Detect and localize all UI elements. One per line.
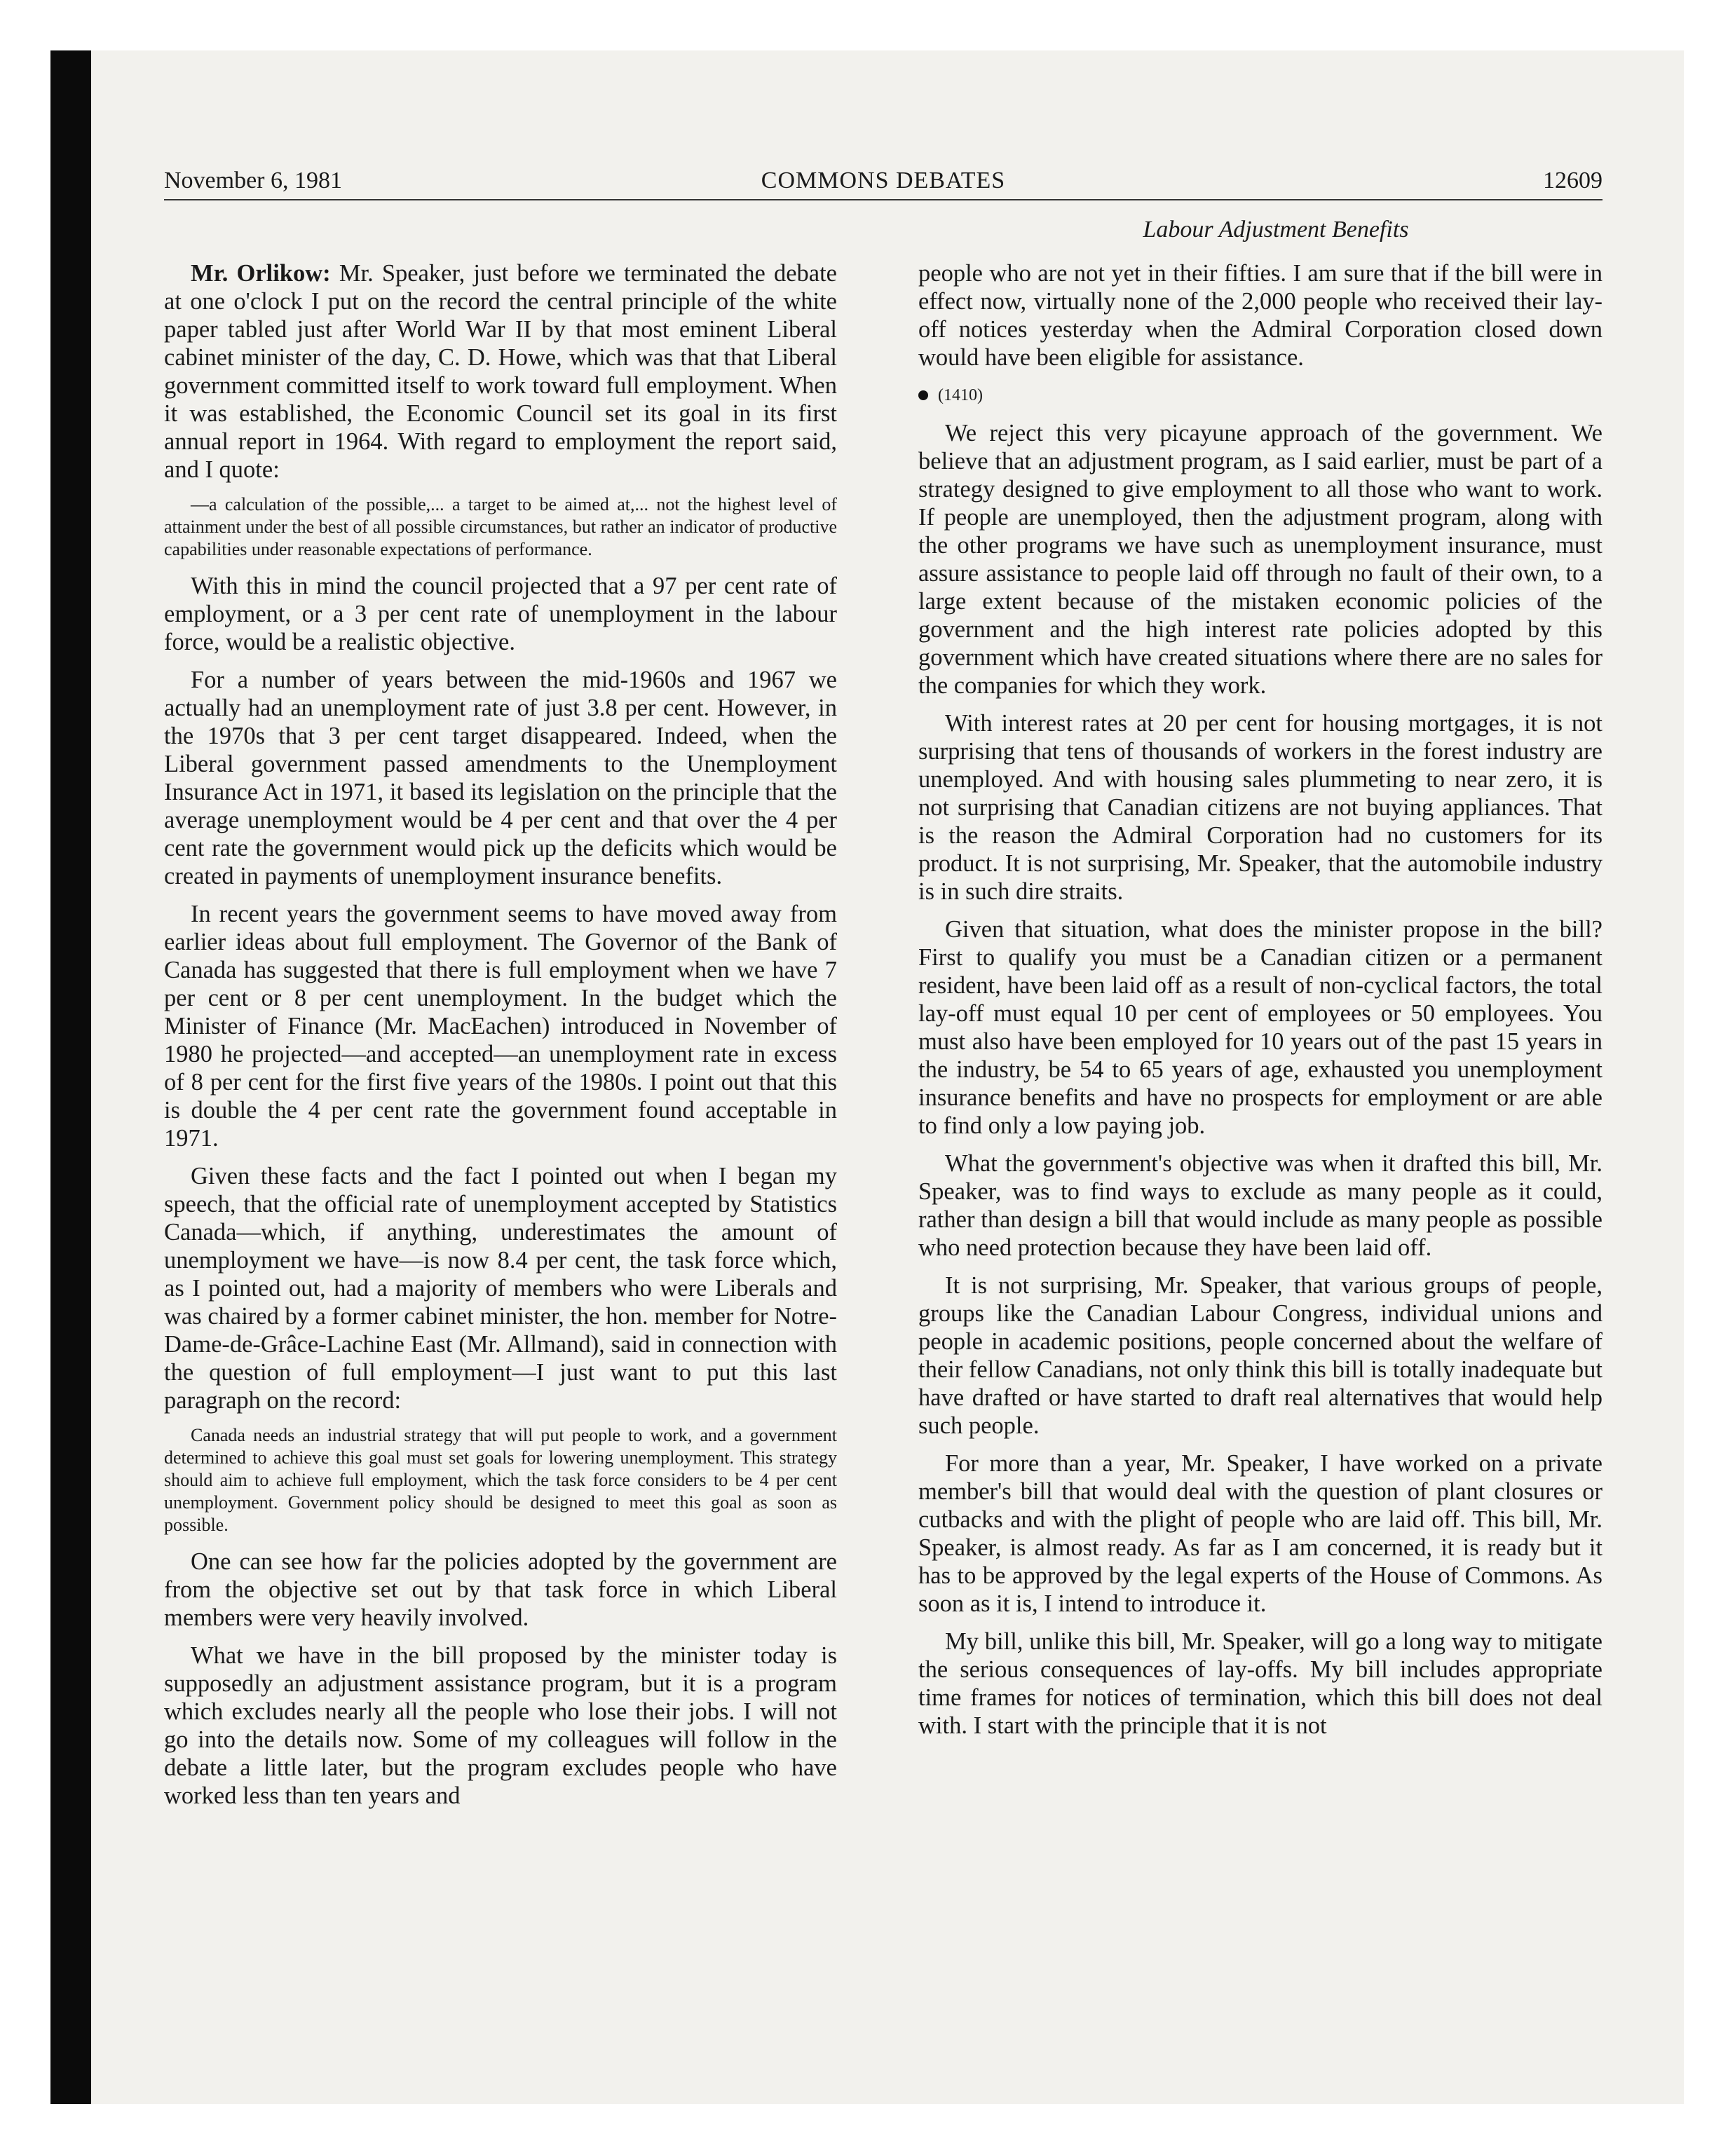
left-column	[164, 259, 837, 1820]
paragraph	[164, 259, 837, 484]
paragraph: It is not surprising, Mr. Speaker, that various groups of people, groups like the Canadian Labour Congress, individual unions and people in academic positions, people concerned about the welfare of their fellow Canadians, not only think this bill is totally inadequate but have drafted or have started to draft real alternatives that would help such people.	[918, 1272, 1603, 1439]
right-column	[918, 259, 1603, 1749]
header-date: November 6, 1981	[164, 168, 343, 193]
page-header	[164, 163, 1603, 200]
bullet-icon	[918, 390, 928, 400]
time-marker-text: (1410)	[938, 386, 983, 404]
block-quote: Canada needs an industrial strategy that will put people to work, and a government determined to achieve this goal must set goals for lowering unemployment. This strategy should aim to achieve full employment, which the task force considers to be 4 per cent unemployment. Government policy should be designed to meet this goal as soon as possible.	[164, 1425, 837, 1535]
paragraph: One can see how far the policies adopted by the government are from the objective set out by that task force in which Liberal members were very heavily involved.	[164, 1548, 837, 1631]
block-quote: —a calculation of the possible,... a target to be aimed at,... not the highest level of attainment under the best of all possible circumstances, but rather an indicator of productive capabilities under reasonable expectations of performance.	[164, 494, 837, 559]
paragraph: With this in mind the council projected that a 97 per cent rate of employment, or a 3 per cent rate of unemployment in the labour force, would be a realistic objective.	[164, 573, 837, 655]
paragraph: My bill, unlike this bill, Mr. Speaker, will go a long way to mitigate the serious consequences of lay-offs. My bill includes appropriate time frames for notices of termination, which this bill does not deal with. I start with the principle that it is not	[918, 1628, 1603, 1739]
header-publication: COMMONS DEBATES	[761, 168, 1006, 193]
binding-edge	[50, 50, 91, 2104]
paragraph: What we have in the bill proposed by the minister today is supposedly an adjustment assistance program, but it is a program which excludes nearly all the people who lose their jobs. I will not go into the details now. Some of my colleagues will follow in the debate a little later, but the program excludes people who have worked less than ten years and	[164, 1642, 837, 1809]
time-marker	[918, 381, 1603, 409]
paragraph: For a number of years between the mid-1960s and 1967 we actually had an unemployment rate of just 3.8 per cent. However, in the 1970s that 3 per cent target disappeared. Indeed, when the Liberal government passed amendments to the Unemployment Insurance Act in 1971, it based its legislation on the principle that the average unemployment would be 4 per cent and that over the 4 per cent rate the government would pick up the deficits which would be created in payments of unemployment insurance benefits.	[164, 667, 837, 889]
running-head: Labour Adjustment Benefits	[1143, 217, 1409, 243]
header-page-number: 12609	[1543, 168, 1603, 193]
scanned-page	[50, 50, 1684, 2104]
paragraph: In recent years the government seems to have moved away from earlier ideas about full employment. The Governor of the Bank of Canada has suggested that there is full employment when we have 7 per cent or 8 per cent unemployment. In the budget which the Minister of Finance (Mr. MacEachen) introduced in November of 1980 he projected—and accepted—an unemployment rate in excess of 8 per cent for the first five years of the 1980s. I point out that this is double the 4 per cent rate the government found acceptable in 1971.	[164, 901, 837, 1152]
speaker-name: Mr. Orlikow:	[191, 260, 331, 287]
paragraph: For more than a year, Mr. Speaker, I have worked on a private member's bill that would deal with the question of plant closures or cutbacks and with the plight of people who are laid off. This bill, Mr. Speaker, is almost ready. As far as I am concerned, it is ready but it has to be approved by the legal experts of the House of Commons. As soon as it is, I intend to introduce it.	[918, 1450, 1603, 1617]
paragraph-text: Mr. Speaker, just before we terminated the debate at one o'clock I put on the record the central principle of the white paper tabled just after World War II by that most eminent Liberal cabinet minister of the day, C. D. Howe, which was that that Liberal government committed itself to work toward full employment. When it was established, the Economic Council set its goal in its first annual report in 1964. With regard to employment the report said, and I quote:	[164, 260, 837, 483]
paragraph: Given these facts and the fact I pointed out when I began my speech, that the official rate of unemployment accepted by Statistics Canada—which, if anything, underestimates the amount of unemployment we have—is now 8.4 per cent, the task force which, as I pointed out, had a majority of members who were Liberals and was chaired by a former cabinet minister, the hon. member for Notre-Dame-de-Grâce-Lachine East (Mr. Allmand), said in connection with the question of full employment—I just want to put this last paragraph on the record:	[164, 1163, 837, 1414]
paragraph: What the government's objective was when it drafted this bill, Mr. Speaker, was to find ways to exclude as many people as it could, rather than design a bill that would include as many people as possible who need protection because they have been laid off.	[918, 1150, 1603, 1261]
paragraph: people who are not yet in their fifties. I am sure that if the bill were in effect now, virtually none of the 2,000 people who received their lay-off notices yesterday when the Admiral Corporation closed down would have been eligible for assistance.	[918, 260, 1603, 371]
paragraph: We reject this very picayune approach of the government. We believe that an adjustment program, as I said earlier, must be part of a strategy designed to give employment to all those who want to work. If people are unemployed, then the adjustment program, along with the other programs we have such as unemployment insurance, must assure assistance to people laid off through no fault of their own, to a large extent because of the mistaken economic policies of the government and the high interest rate policies adopted by this government which have created situations where there are no sales for the companies for which they work.	[918, 420, 1603, 699]
paragraph: Given that situation, what does the minister propose in the bill? First to qualify you must be a Canadian citizen or a permanent resident, have been laid off as a result of non-cyclical factors, the total lay-off must equal 10 per cent of employees or 50 employees. You must also have been employed for 10 years out of the past 15 years in the industry, be 54 to 65 years of age, exhausted you unemployment insurance benefits and have no prospects for employment or are able to find only a low paying job.	[918, 916, 1603, 1139]
paragraph: With interest rates at 20 per cent for housing mortgages, it is not surprising that tens of thousands of workers in the forest industry are unemployed. And with housing sales plummeting to near zero, it is not surprising that Canadian citizens are not buying appliances. That is the reason the Admiral Corporation had no customers for its product. It is not surprising, Mr. Speaker, that the automobile industry is in such dire straits.	[918, 710, 1603, 905]
